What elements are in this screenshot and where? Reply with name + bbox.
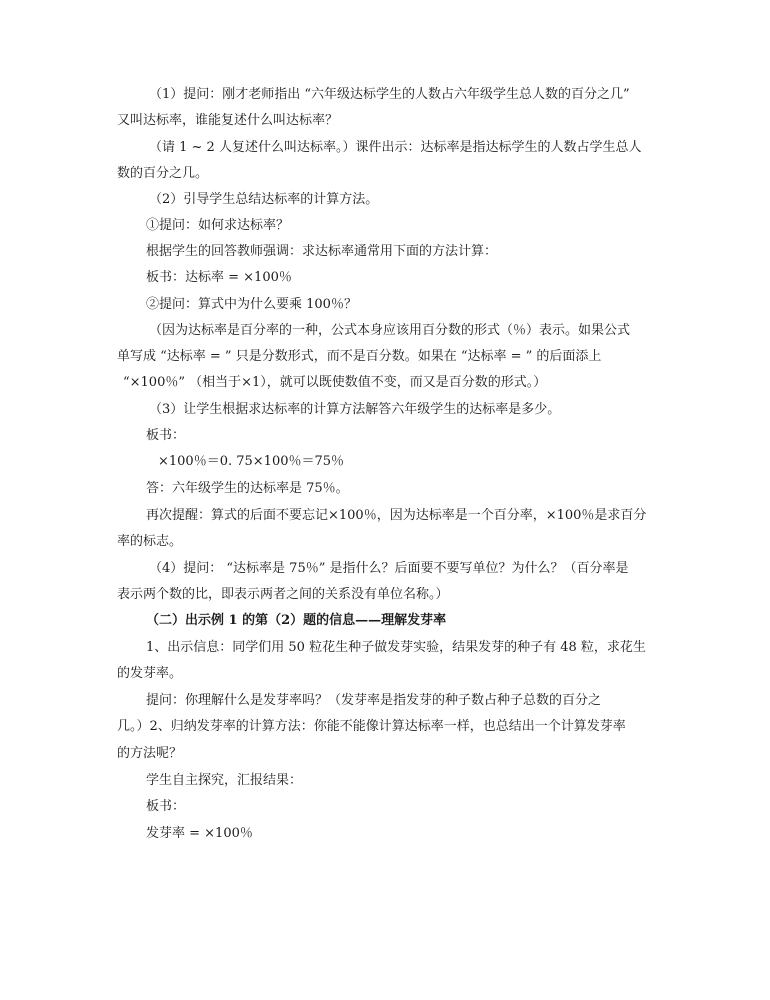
paragraph-line: 的发芽率。	[117, 666, 183, 681]
section-heading: （二）出示例 1 的第（2）题的信息——理解发芽率	[146, 613, 447, 628]
paragraph-line: “×100％” （相当于×1），就可以既使数值不变，而又是百分数的形式。）	[123, 375, 547, 390]
blackboard-formula: 发芽率 = ×100％	[146, 826, 253, 841]
paragraph-line: 学生自主探究，汇报结果：	[146, 773, 303, 788]
paragraph-line: 率的标志。	[117, 534, 183, 549]
blackboard-label: 板书：	[146, 799, 186, 814]
paragraph-line: ①提问：如何求达标率？	[146, 218, 290, 233]
blackboard-label: 板书：	[146, 428, 186, 443]
paragraph-line: 几。）2、归纳发芽率的计算方法：你能不能像计算达标率一样，也总结出一个计算发芽率	[117, 719, 626, 734]
paragraph-line: （4）提问： “达标率是 75％” 是指什么？后面要不要写单位？为什么？（百分率是	[149, 561, 629, 576]
paragraph-line: ②提问：算式中为什么要乘 100％？	[146, 297, 357, 312]
paragraph-line: 数的百分之几。	[117, 166, 209, 181]
paragraph-line: 提问：你理解什么是发芽率吗？（发芽率是指发芽的种子数占种子总数的百分之	[146, 693, 602, 708]
paragraph-line: （2）引导学生总结达标率的计算方法。	[149, 192, 379, 207]
paragraph-line: 又叫达标率，谁能复述什么叫达标率？	[117, 113, 339, 128]
paragraph-line: 表示两个数的比，即表示两者之间的关系没有单位名称。）	[117, 587, 449, 602]
blackboard-formula: 板书：达标率 = ×100％	[146, 270, 292, 285]
paragraph-line: 的方法呢？	[117, 746, 183, 761]
paragraph-line: 根据学生的回答教师强调：求达标率通常用下面的方法计算：	[146, 244, 498, 259]
paragraph-line: （因为达标率是百分率的一种，公式本身应该用百分数的形式（％）表示。如果公式	[149, 323, 631, 338]
paragraph-line: （3）让学生根据求达标率的计算方法解答六年级学生的达标率是多少。	[149, 402, 561, 417]
blackboard-formula: ×100％＝0. 75×100％＝75％	[158, 454, 345, 469]
paragraph-line: 单写成 “达标率 = ” 只是分数形式，而不是百分数。如果在 “达标率 = ” 的后面添上	[117, 349, 602, 364]
paragraph-line: （1）提问：刚才老师指出 “六年级达标学生的人数占六年级学生总人数的百分之几”	[149, 87, 630, 102]
paragraph-line: （请 1 ~ 2 人复述什么叫达标率。）课件出示：达标率是指达标学生的人数占学生总人	[149, 140, 642, 155]
paragraph-line: 再次提醒：算式的后面不要忘记×100％，因为达标率是一个百分率，×100％是求百分	[146, 508, 647, 523]
answer-line: 答：六年级学生的达标率是 75％。	[146, 481, 349, 496]
paragraph-line: 1、出示信息：同学们用 50 粒花生种子做发芽实验，结果发芽的种子有 48 粒，求花生	[146, 640, 646, 655]
